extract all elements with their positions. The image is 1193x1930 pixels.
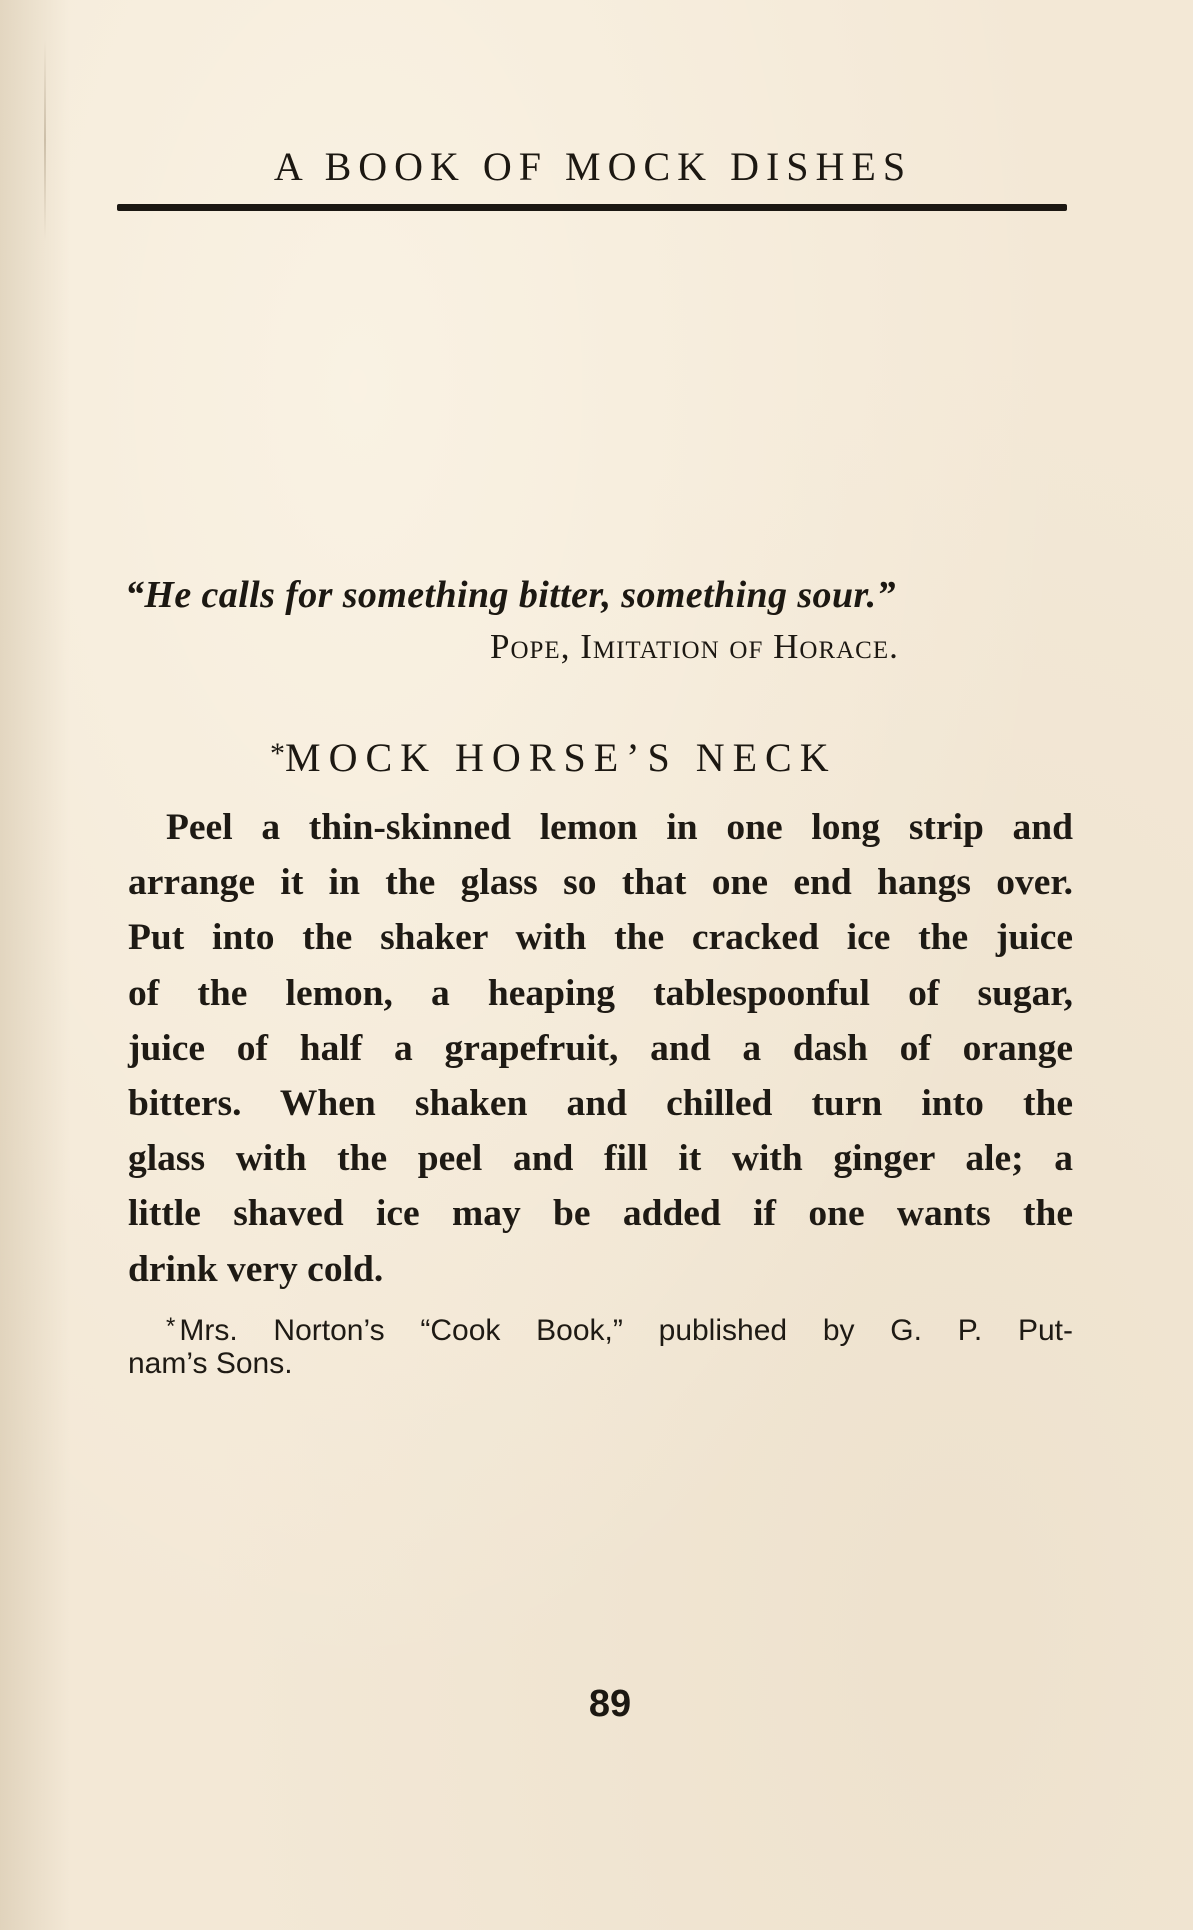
recipe-line: drink very cold. (128, 1248, 384, 1290)
spine-shadow (0, 0, 70, 1930)
page-number: 89 (588, 1683, 632, 1725)
recipe-line: Peel a thin-skinned lemon in one long strip and (166, 807, 1073, 848)
footnote (128, 1308, 1073, 1382)
recipe-line: bitters. When shaken and chilled turn into the (128, 1082, 1073, 1124)
recipe-line: juice of half a grapefruit, and a dash of orange (128, 1027, 1073, 1069)
recipe-title-text: MOCK HORSE’S NECK (285, 735, 837, 780)
paper-crease (44, 40, 46, 240)
recipe-line: of the lemon, a heaping tablespoonful of sugar, (128, 972, 1073, 1014)
footnote-marker: * (166, 1313, 176, 1340)
footnote-line (128, 1308, 1073, 1345)
recipe-line: glass with the peel and fill it with ginger ale; a (128, 1138, 1073, 1180)
recipe-footnote-marker: * (270, 737, 285, 770)
recipe-body (128, 800, 1073, 1297)
recipe-line: Put into the shaker with the cracked ice the juice (128, 917, 1073, 959)
recipe-line: arrange it in the glass so that one end hangs over. (128, 862, 1073, 904)
footnote-text: Mrs. Norton’s “Cook Book,” published by G. P. Put- (179, 1314, 1073, 1347)
running-head: A BOOK OF MOCK DISHES (273, 144, 913, 189)
epigraph-quote: “He calls for something bitter, something sour.” (125, 574, 896, 616)
epigraph-attribution: Pope, Imitation of Horace. (490, 627, 899, 666)
header-rule (117, 204, 1067, 211)
footnote-line: nam’s Sons. (128, 1347, 293, 1380)
recipe-line: little shaved ice may be added if one wants the (128, 1193, 1073, 1235)
recipe-title (270, 734, 930, 781)
